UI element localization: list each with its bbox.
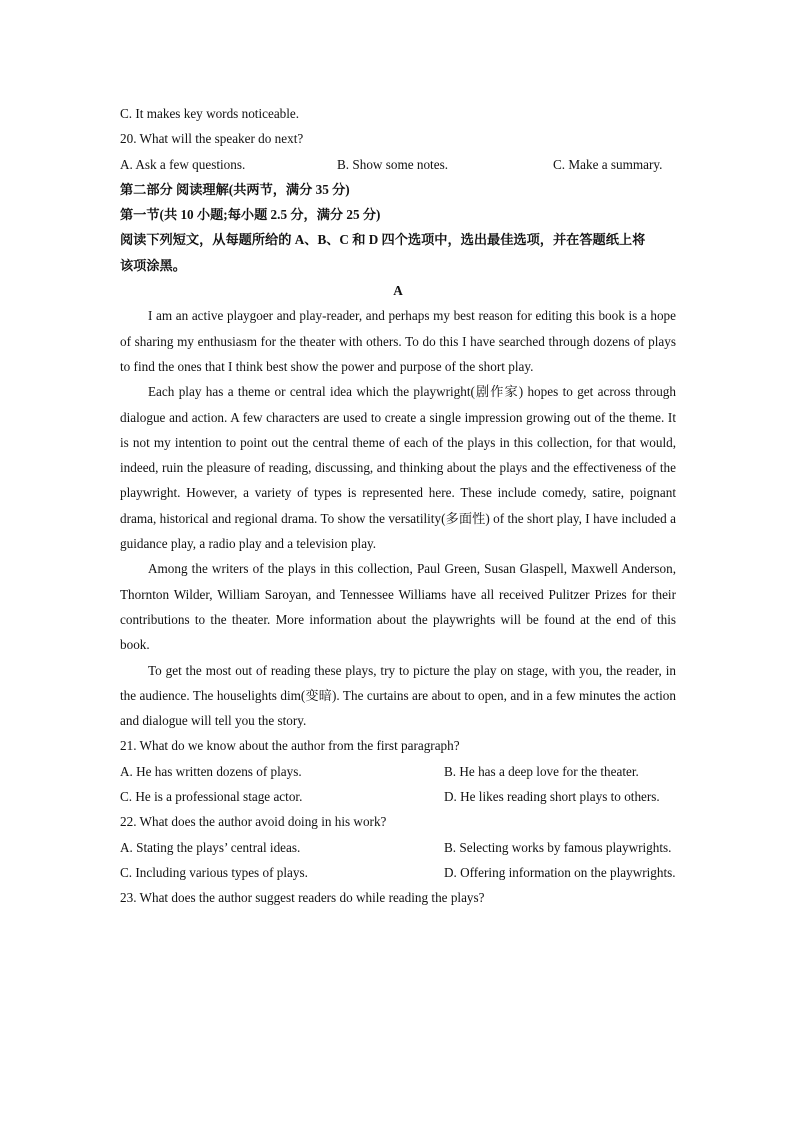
passage-paragraph-3: Among the writers of the plays in this collection, Paul Green, Susan Glaspell, Maxwell Anderson, Thornton Wilder, William Saroyan, and Tennessee Williams have all received Pulitzer Prizes for their contributions to the theater. More information about the playwrights will be found at the end of this book. (120, 561, 676, 653)
q20-option-b: B. Show some notes. (337, 156, 448, 172)
q20-option-a: A. Ask a few questions. (120, 156, 246, 172)
q22-option-c: C. Including various types of plays. (120, 864, 308, 880)
q20-option-c: C. Make a summary. (553, 156, 663, 172)
section2-title: 第二部分 阅读理解(共两节，满分 35 分) (120, 181, 350, 197)
q23-stem: 23. What does the author suggest readers do while reading the plays? (120, 890, 485, 906)
q21-option-c: C. He is a professional stage actor. (120, 789, 303, 805)
passage-paragraph-2: Each play has a theme or central idea which the playwright(剧作家) hopes to get across through dialogue and action. A few characters are used to create a single impression growing out of the theme. It is not my intention to point out the central theme of each of the plays in this collection, for that would, indeed, ruin the pleasure of reading, discussing, and thinking about the plays and the effectiveness of the playwright. However, a variety of types is represented here. These include comedy, satire, poignant drama, historical and regional drama. To show the versatility(多面性) of the short play, I have included a guidance play, a radio play and a television play. (120, 384, 676, 552)
q20-options (120, 152, 676, 177)
page-content (120, 101, 676, 911)
q21-options-cd (120, 784, 676, 809)
passage (120, 303, 676, 733)
q22-option-b: B. Selecting works by famous playwrights. (444, 839, 672, 855)
q21-option-d: D. He likes reading short plays to others. (444, 789, 660, 805)
q20-stem: 20. What will the speaker do next? (120, 131, 304, 147)
q19-option-c: C. It makes key words noticeable. (120, 106, 300, 121)
passage-paragraph-1: I am an active playgoer and play-reader, and perhaps my best reason for editing this book is a hope of sharing my enthusiasm for the theater with others. To do this I have searched through dozens of plays to find the ones that I think best show the power and purpose of the short play. (120, 308, 676, 374)
q22-options-cd (120, 860, 676, 885)
passage-paragraph-4: To get the most out of reading these plays, try to picture the play on stage, with you, the reader, in the audience. The houselights dim(变暗). The curtains are about to open, and in a few minutes the action and dialogue will tell you the story. (120, 662, 676, 729)
q21-stem: 21. What do we know about the author from the first paragraph? (120, 738, 460, 754)
section2-part1-title: 第一节(共 10 小题;每小题 2.5 分，满分 25 分) (120, 207, 381, 223)
q21-option-a: A. He has written dozens of plays. (120, 763, 302, 779)
q22-options-ab (120, 835, 676, 860)
q22-option-d: D. Offering information on the playwrights. (444, 864, 676, 880)
q22-option-a: A. Stating the plays’ central ideas. (120, 839, 301, 855)
q22-stem: 22. What does the author avoid doing in his work? (120, 814, 387, 830)
instructions-line-2: 该项涂黑。 (120, 257, 186, 273)
q21-option-b: B. He has a deep love for the theater. (444, 763, 639, 779)
instructions-line-1: 阅读下列短文，从每题所给的 A、B、C 和 D 四个选项中，选出最佳选项，并在答题纸上将 (120, 232, 646, 248)
q21-options-ab (120, 759, 676, 784)
passage-label: A (393, 283, 403, 299)
